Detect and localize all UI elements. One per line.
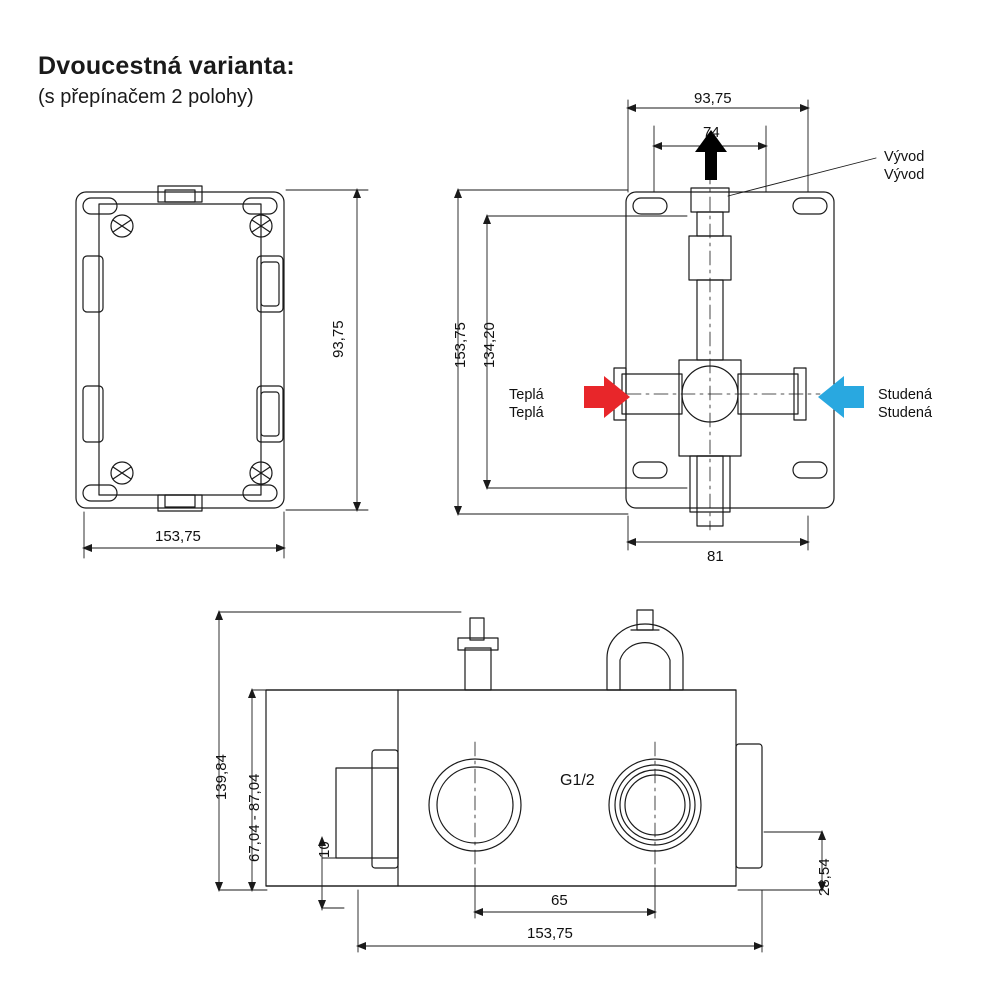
hot-water-arrow xyxy=(584,376,630,418)
front-dim-height-text: 93,75 xyxy=(330,320,347,358)
bottom-dim-range-height-text: 67,04 - 87,04 xyxy=(246,773,263,862)
bottom-dim-overall-width-text: 153,75 xyxy=(527,925,573,942)
hot-water-label-line2: Teplá xyxy=(509,405,544,422)
outlet-leader-line xyxy=(728,158,876,196)
section-view-geometry xyxy=(600,170,834,530)
outlet-label-line2: Vývod xyxy=(884,167,925,184)
section-dim-bottom xyxy=(626,516,810,550)
section-dim-left-inner-text: 134,20 xyxy=(481,322,498,368)
bottom-dim-right-height xyxy=(738,830,826,892)
section-dim-top-inner-text: 74 xyxy=(703,124,720,141)
front-view-dim-height xyxy=(286,188,368,512)
cold-water-label-line2: Studená xyxy=(878,405,933,422)
bottom-dim-ten-text: 10 xyxy=(316,841,333,858)
cold-water-label-line1: Studená xyxy=(878,387,933,403)
hot-water-label-line1: Teplá xyxy=(509,387,544,403)
section-dim-left-inner xyxy=(483,214,687,490)
hot-water-label xyxy=(509,386,544,422)
front-dim-width-text: 153,75 xyxy=(155,528,201,545)
section-dim-left-outer-text: 153,75 xyxy=(452,322,469,368)
title-block xyxy=(38,52,295,109)
page-subtitle: (s přepínačem 2 polohy) xyxy=(38,85,254,108)
front-view-geometry xyxy=(76,186,284,511)
bottom-dim-overall-height-text: 139,84 xyxy=(213,754,230,800)
bottom-dim-center-width-text: 65 xyxy=(551,892,568,909)
bottom-view-geometry xyxy=(266,610,762,886)
section-dim-bottom-text: 81 xyxy=(707,548,724,565)
bottom-dim-right-height-text: 28,54 xyxy=(816,858,833,896)
cold-water-arrow xyxy=(818,376,864,418)
thread-label: G1/2 xyxy=(560,772,595,789)
outlet-label-line1: Vývod xyxy=(884,149,925,165)
section-dim-top-outer-text: 93,75 xyxy=(694,90,732,107)
outlet-label xyxy=(884,148,924,184)
cold-water-label xyxy=(878,386,932,422)
page-title: Dvoucestná varianta: xyxy=(38,52,295,80)
